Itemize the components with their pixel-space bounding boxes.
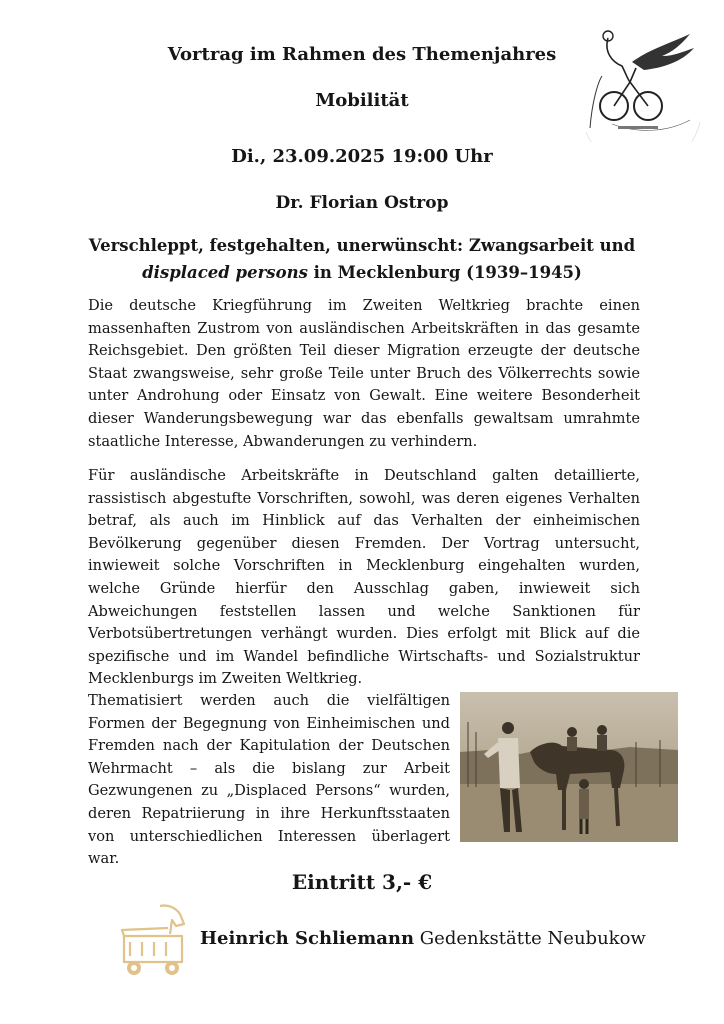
memorial-name: [200, 928, 646, 949]
lecture-title: [80, 232, 644, 286]
lecture-title-line1: Verschleppt, festgehalten, unerwünscht: Zwangsarbeit und: [88, 236, 636, 255]
lecture-title-italic: displaced persons: [142, 263, 308, 282]
association-logo: [578, 22, 710, 142]
theme-heading: Mobilität: [315, 90, 409, 111]
trojan-horse-logo: [112, 900, 200, 980]
historical-photo: [460, 692, 678, 842]
lecture-title-line2: in Mecklenburg (1939–1945): [307, 263, 582, 282]
memorial-name-rest: Gedenkstätte Neubukow: [414, 928, 646, 949]
memorial-name-bold: Heinrich Schliemann: [200, 928, 415, 949]
series-heading: Vortrag im Rahmen des Themenjahres: [167, 44, 557, 65]
body-paragraph-1: Die deutsche Kriegführung im Zweiten Weltkrieg brachte einen massenhaften Zustrom von ausländischen Arbeitskräften in das gesamte Reichsgebiet. Den größten Teil dieser Migration erzeugte der deutsche Staat zwangsweise, sehr große Teile unter Bruch des Völkerrechts sowie unter Androhung oder Einsatz von Gewalt. Eine weitere Besonderheit dieser Wanderungsbewegung war das ebenfalls gewaltsam umrahmte staatliche Interesse, Abwanderungen zu verhindern.: [88, 297, 640, 450]
event-date-time: Di., 23.09.2025 19:00 Uhr: [231, 146, 493, 167]
body-paragraph-2: Für ausländische Arbeitskräfte in Deutschland galten detaillierte, rassistisch abgestufte Vorschriften, sowohl, was deren eigenes Verhalten betraf, als auch im Hinblick auf das Verhalten der einheimischen Bevölkerung gegenüber diesen Fremden. Der Vortrag untersucht, inwieweit solche Vorschriften in Mecklenburg eingehalten wurden, welche Gründe hierfür den Ausschlag gaben, inwieweit sich Abweichungen feststellen lassen und welche Sanktionen für Verbotsübertretungen verhängt wurden. Dies erfolgt mit Blick auf die spezifische und im Wandel befindliche Wirtschafts- und Sozialstruktur Mecklenburgs im Zweiten Weltkrieg.: [88, 467, 640, 688]
admission-price: Eintritt 3,- €: [291, 870, 433, 894]
body-paragraph-3: Thematisiert werden auch die vielfältigen Formen der Begegnung von Einheimischen und Fremden nach der Kapitulation der Deutschen Wehrmacht – als die bislang zur Arbeit Gezwungenen zu „Displaced Persons“ wurden, deren Repatriierung in ihre Herkunftsstaaten von unterschiedlichen Interessen überlagert war.: [88, 692, 450, 868]
speaker-name: Dr. Florian Ostrop: [275, 193, 449, 213]
